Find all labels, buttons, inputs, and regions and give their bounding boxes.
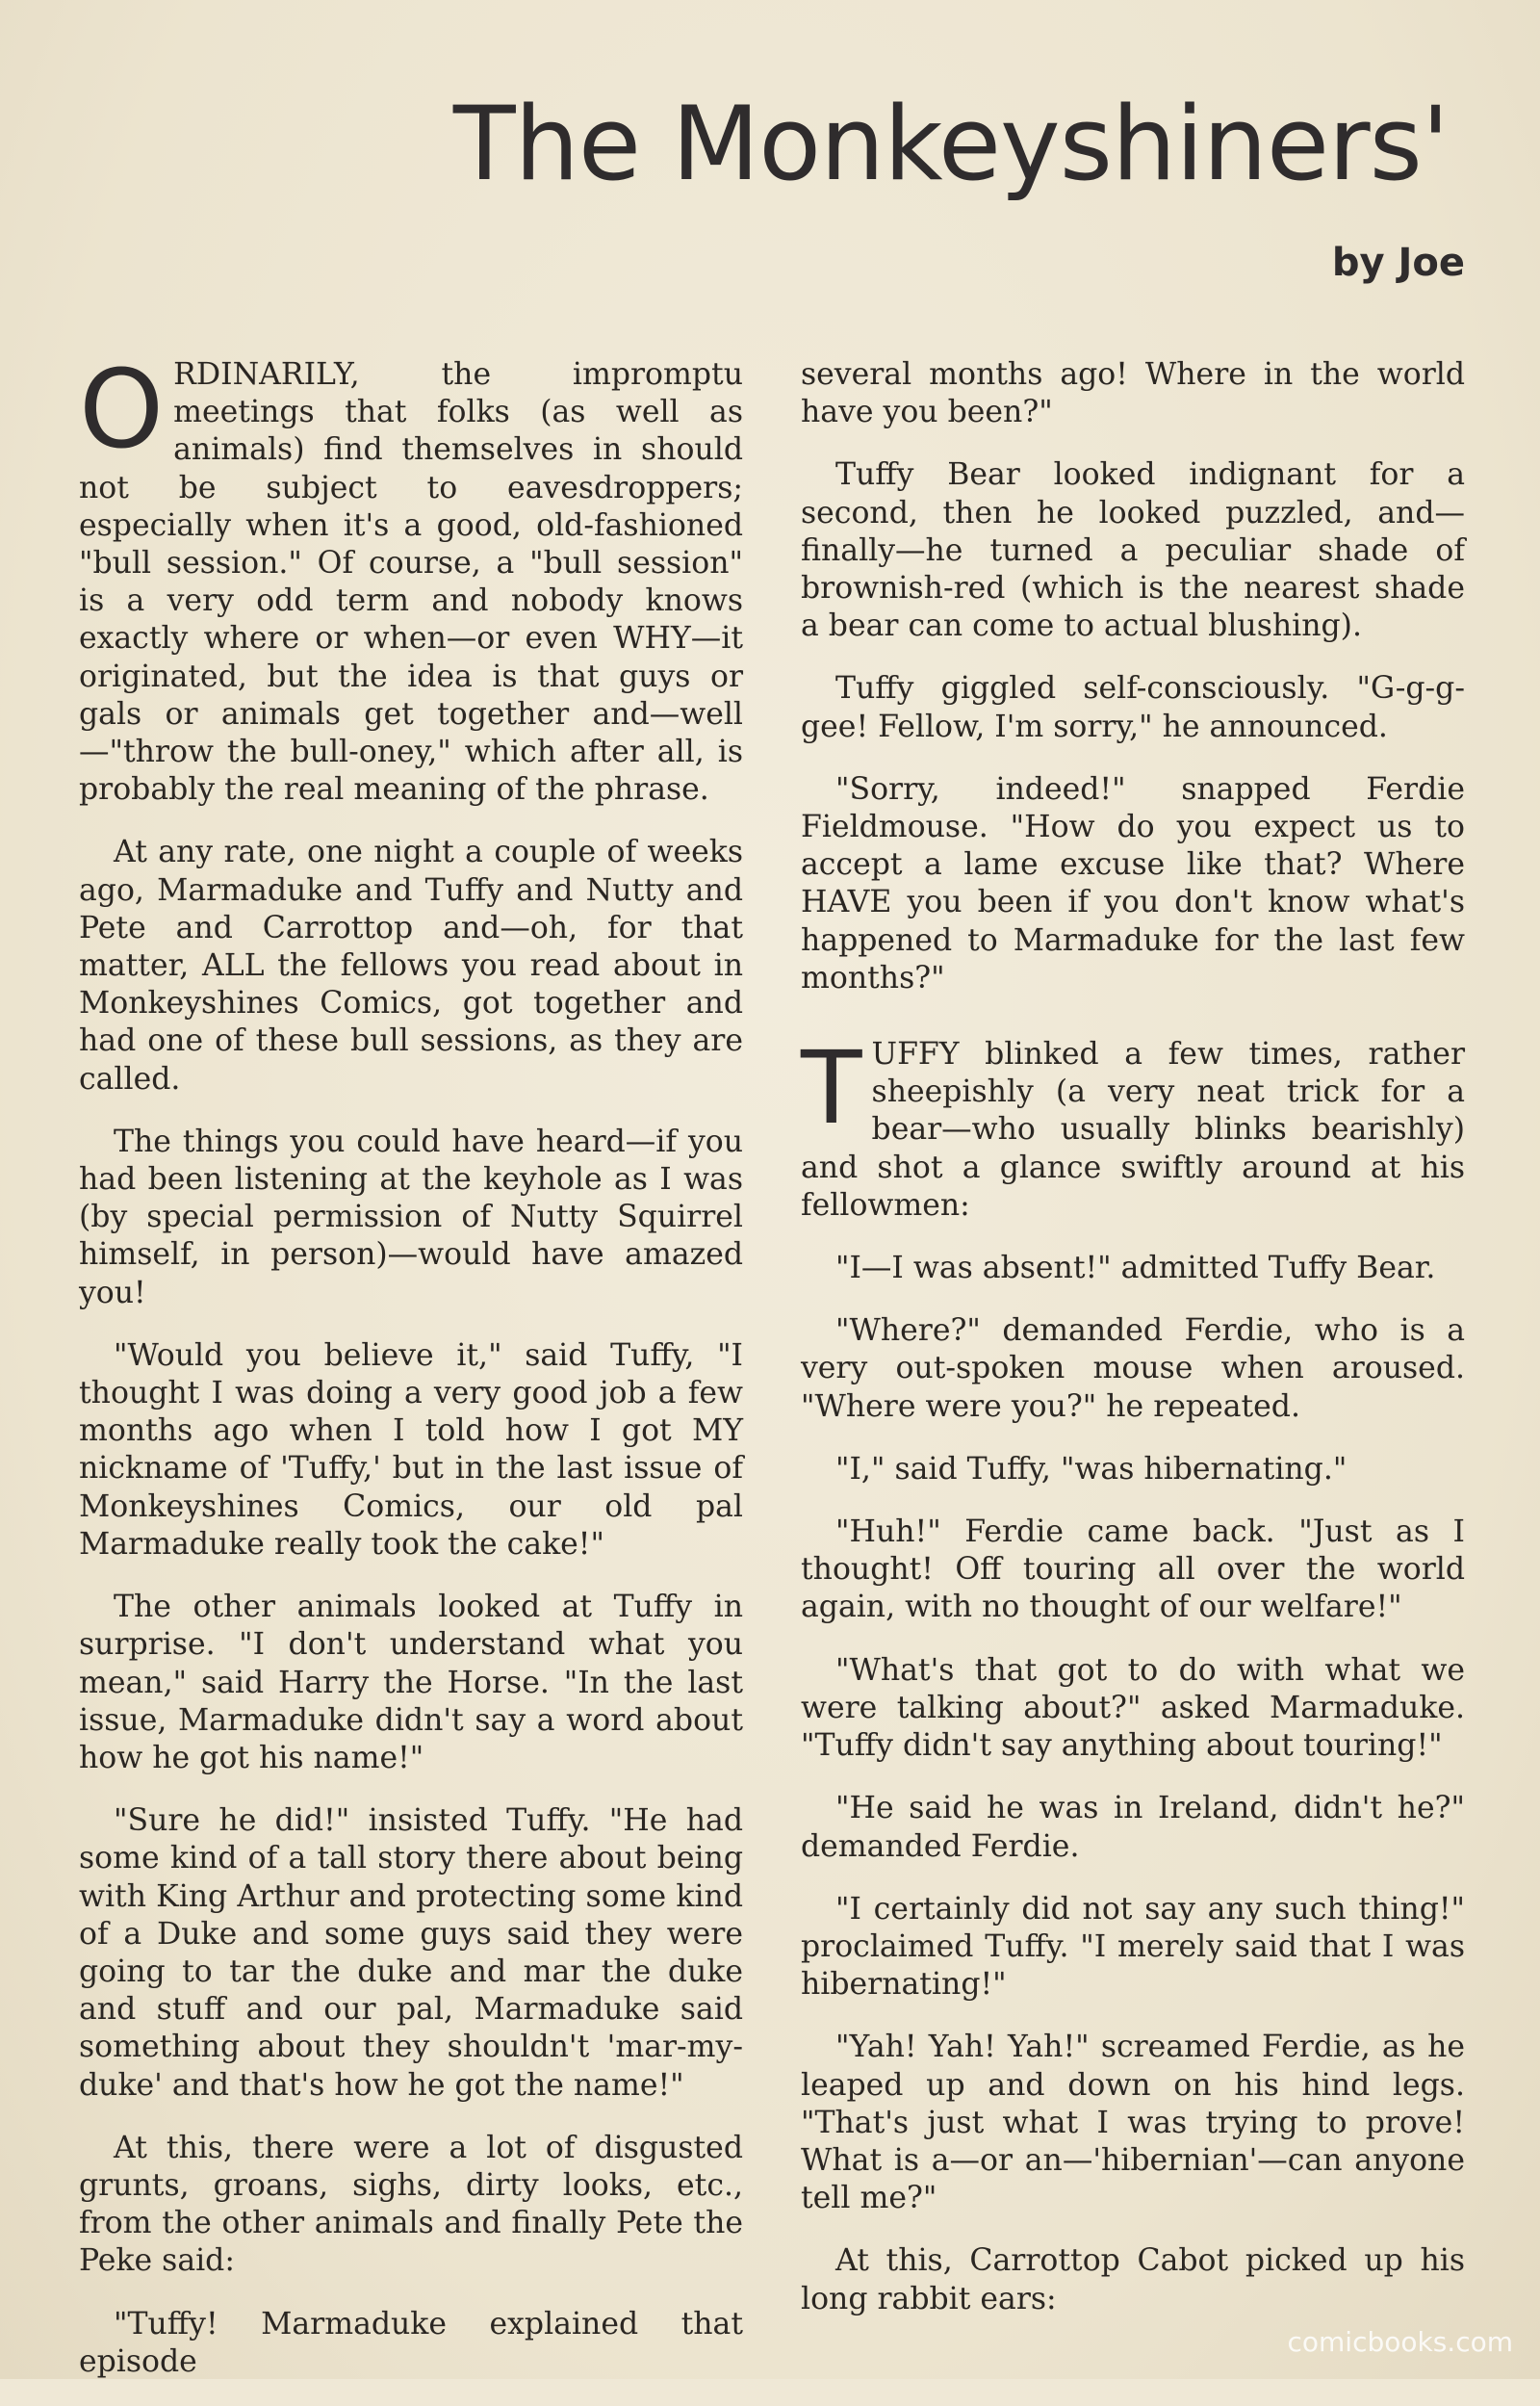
paragraph: The things you could have heard—if you had been listening at the keyhole as I was (by special permission of Nutty Squirrel himself, in person)—would have amazed you! [79,1124,743,1310]
byline: by Joe [1331,241,1465,285]
article-title: The Monkeyshiners' [452,85,1449,203]
paragraph: "Yah! Yah! Yah!" screamed Ferdie, as he leaped up and down on his hind legs. "That's just what I was trying to prove! What is a—or an—'hibernian'—can anyone tell me?" [801,2030,1465,2216]
paragraph: At any rate, one night a couple of weeks ago, Marmaduke and Tuffy and Nutty and Pete and Carrottop and—oh, for that matter, ALL the fellows you read about in Monkeyshines Comics, got together and had one of these bull sessions, as they are called. [79,835,743,1097]
paragraph: The other animals looked at Tuffy in surprise. "I don't understand what you mean," said Harry the Horse. "In the last issue, Marmaduke didn't say a word about how he got his name!" [79,1590,743,1775]
paragraph: At this, Carrottop Cabot picked up his long rabbit ears: [801,2243,1465,2316]
watermark: comicbooks.com [1287,2326,1513,2358]
paragraph: "What's that got to do with what we were talking about?" asked Marmaduke. "Tuffy didn't say anything about touring!" [801,1652,1465,1764]
paragraph: Tuffy Bear looked indignant for a second, then he looked puzzled, and—finally—he turned a peculiar shade of brownish-red (which is the nearest shade a bear can come to actual blushing). [801,457,1465,644]
paragraph: ORDINARILY, the impromptu meetings that folks (as well as animals) find themselves in should not be subject to eavesdroppers; especially when it's a good, old-fashioned "bull session." Of course, a "bull session" is a very odd term and nobody knows exactly where or when—or even WHY—it originated, but the idea is that guys or gals or animals get together and—well—"throw the bull-oney," which after all, is probably the real meaning of the phrase. [79,348,743,808]
paragraph: "Huh!" Ferdie came back. "Just as I thought! Off touring all over the world again, with no thought of our welfare!" [801,1514,1465,1625]
paragraph: "Would you believe it," said Tuffy, "I thought I was doing a very good job a few months ago when I told how I got MY nickname of 'Tuffy,' but in the last issue of Monkeyshines Comics, our old pal Marmaduke really took the cake!" [79,1337,743,1562]
left-column [79,348,743,2406]
paragraph: "I," said Tuffy, "was hibernating." [835,1451,1348,1487]
paragraph: "Tuffy! Marmaduke explained that episode [79,2306,743,2379]
paragraph: "I—I was absent!" admitted Tuffy Bear. [835,1251,1436,1286]
paragraph: several months ago! Where in the world have you been?" [801,357,1465,430]
paragraph: TUFFY blinked a few times, rather sheepishly (a very neat trick for a bear—who usually blinks bearishly) and shot a glance swiftly around at his fellowmen: [801,1029,1465,1223]
paragraph: Tuffy giggled self-consciously. "G-g-g-gee! Fellow, I'm sorry," he announced. [801,671,1465,744]
paragraph: "Sorry, indeed!" snapped Ferdie Fieldmouse. "How do you expect us to accept a lame excuse like that? Where HAVE you been if you don't know what's happened to Marmaduke for the last few months?" [801,771,1465,996]
paragraph: "I certainly did not say any such thing!" proclaimed Tuffy. "I merely said that I was hibernating!" [801,1891,1465,2003]
right-column [801,356,1465,2343]
paragraph: "Sure he did!" insisted Tuffy. "He had some kind of a tall story there about being with King Arthur and protecting some kind of a Duke and some guys said they were going to tar the duke and mar the duke and stuff and our pal, Marmaduke said something about they shouldn't 'mar-my-duke' and that's how he got the name!" [79,1803,743,2103]
paragraph: "Where?" demanded Ferdie, who is a very out-spoken mouse when aroused. "Where were you?" he repeated. [801,1313,1465,1424]
paragraph: At this, there were a lot of disgusted grunts, groans, sighs, dirty looks, etc., from the other animals and finally Pete the Peke said: [79,2130,743,2279]
paragraph: "He said he was in Ireland, didn't he?" demanded Ferdie. [801,1791,1465,1864]
